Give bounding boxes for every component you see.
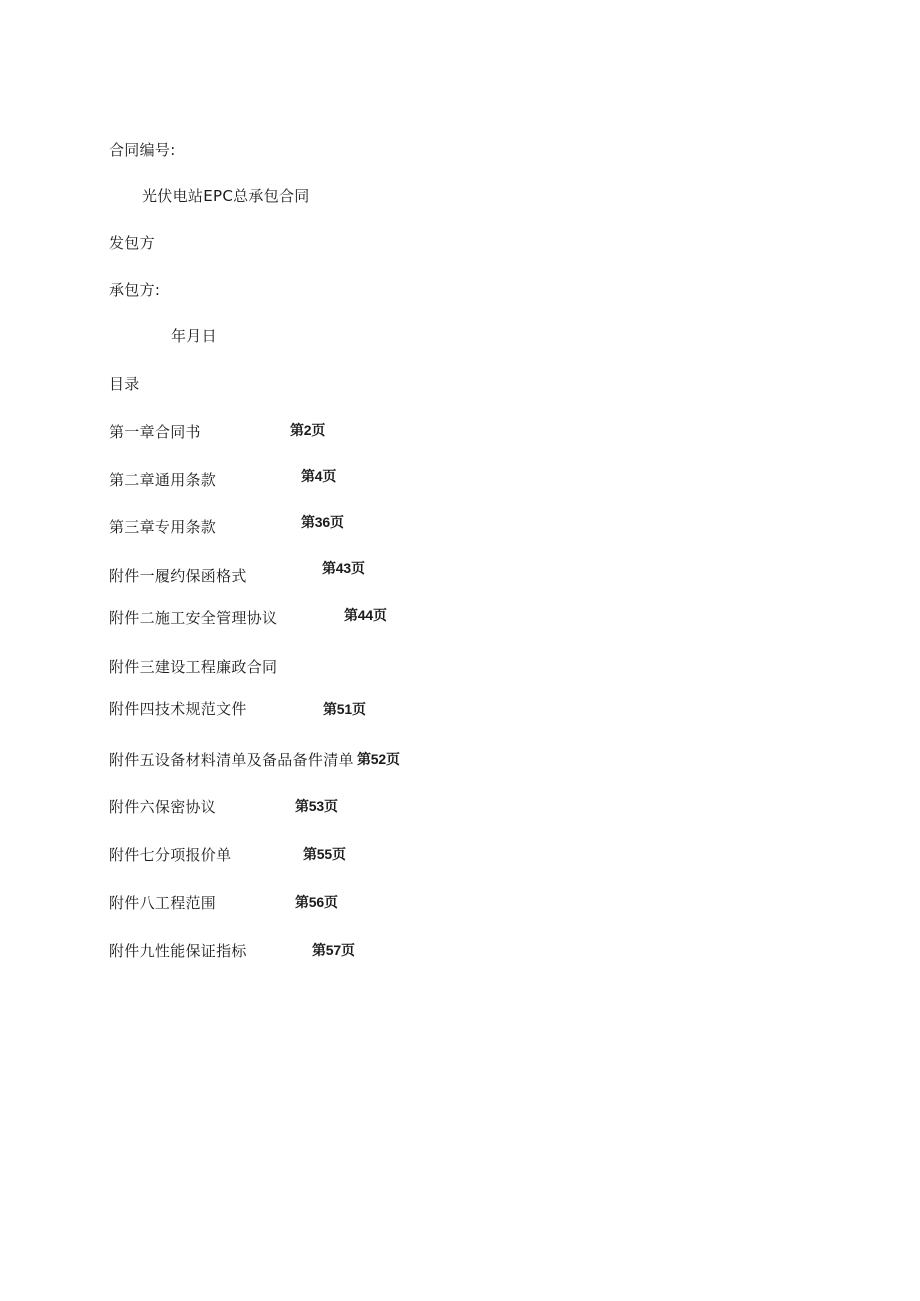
- toc-entry-title: 附件五设备材料清单及备品备件清单: [109, 751, 354, 769]
- toc-entry-title: 附件一履约保函格式: [109, 567, 247, 585]
- toc-entry-title: 附件二施工安全管理协议: [109, 609, 278, 627]
- toc-entry-page: 第2页: [290, 422, 326, 438]
- toc-heading: 目录: [109, 375, 140, 393]
- toc-entry-page: 第44页: [344, 607, 387, 623]
- toc-entry-title: 附件七分项报价单: [109, 846, 232, 864]
- toc-entry-page: 第4页: [301, 468, 337, 484]
- toc-entry-title: 附件三建设工程廉政合同: [109, 658, 278, 676]
- toc-entry-title: 第一章合同书: [109, 423, 201, 441]
- contract-number-label: 合同编号:: [109, 141, 176, 159]
- toc-entry-title: 附件八工程范围: [109, 894, 217, 912]
- employer-label: 发包方: [109, 234, 155, 252]
- toc-entry-page: 第36页: [301, 514, 344, 530]
- date-label: 年月日: [171, 327, 217, 345]
- toc-entry-title: 第二章通用条款: [109, 471, 217, 489]
- toc-entry-page: 第43页: [322, 560, 365, 576]
- contract-title: 光伏电站EPC总承包合同: [142, 187, 310, 205]
- toc-entry-title: 附件四技术规范文件: [109, 700, 247, 718]
- toc-entry-page: 第51页: [323, 701, 366, 717]
- toc-entry-page: 第56页: [295, 894, 338, 910]
- toc-entry-page: 第52页: [357, 751, 400, 767]
- toc-entry-page: 第55页: [303, 846, 346, 862]
- toc-entry-title: 附件六保密协议: [109, 798, 217, 816]
- toc-entry-title: 第三章专用条款: [109, 518, 217, 536]
- toc-entry-title: 附件九性能保证指标: [109, 942, 247, 960]
- contractor-label: 承包方:: [109, 281, 161, 299]
- toc-entry-page: 第53页: [295, 798, 338, 814]
- toc-entry-page: 第57页: [312, 942, 355, 958]
